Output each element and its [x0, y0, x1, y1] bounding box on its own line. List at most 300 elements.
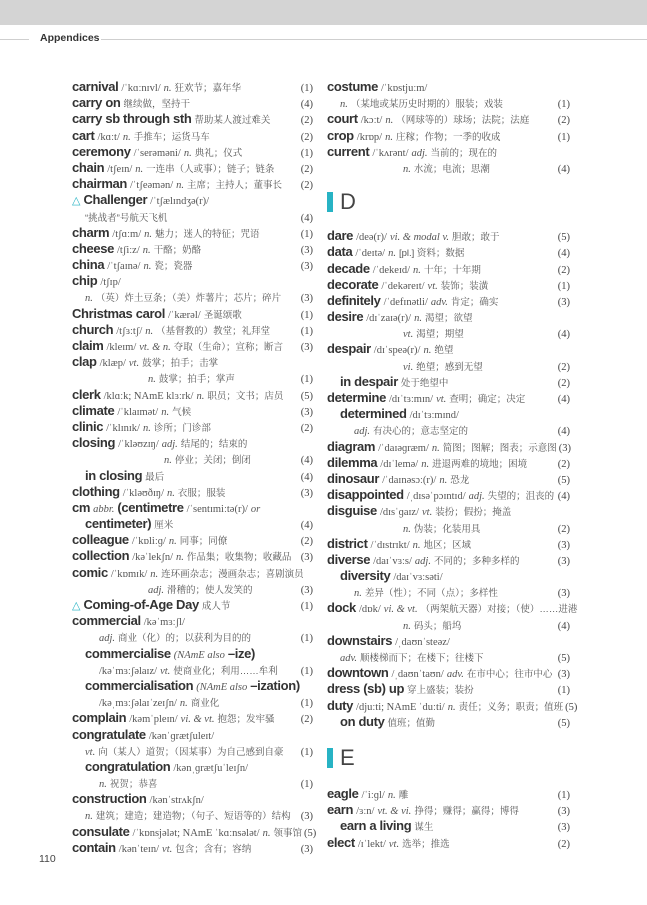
unit-number: (3)	[557, 539, 570, 551]
definition: 肯定；确实	[450, 296, 499, 308]
part-of-speech: n.	[135, 163, 144, 175]
definition: 庄稼；作物；一季的收成	[395, 131, 501, 143]
pronunciation: /ˈdekəreɪt/	[381, 280, 425, 292]
glossary-continuation	[72, 775, 313, 791]
definition: 绝望；感到无望	[416, 361, 483, 373]
glossary-subentry	[327, 374, 570, 390]
section-header-d	[327, 176, 570, 228]
pronunciation: /ˌdɪsəˈpɔɪntɪd/	[406, 491, 466, 503]
headword: clinic	[72, 418, 104, 434]
part-of-speech: n.	[447, 701, 456, 713]
glossary-entry	[72, 403, 313, 419]
headword: ceremony	[72, 143, 131, 159]
section-letter: E	[340, 744, 355, 770]
glossary-subentry	[327, 818, 570, 834]
pronunciation: /ˈkʌrənt/	[372, 147, 409, 159]
glossary-continuation	[327, 584, 570, 600]
entry-text	[72, 840, 299, 858]
pronunciation: /ˈklaɪmət/	[117, 406, 159, 418]
headword: dare	[327, 228, 354, 244]
glossary-entry	[327, 600, 578, 616]
glossary-continuation	[72, 209, 313, 225]
pronunciation: /dɪˈtɜːmɪnd/	[409, 410, 459, 422]
unit-number: (2)	[557, 377, 570, 389]
part-of-speech: vi. & vt.	[180, 714, 215, 726]
glossary-entry	[327, 439, 570, 455]
headword: disappointed	[327, 487, 404, 503]
definition: 同事；同僚	[179, 536, 228, 548]
part-of-speech: n.	[403, 163, 411, 175]
glossary-entry	[327, 261, 570, 277]
definition: 失望的；沮丧的	[487, 491, 555, 503]
glossary-entry	[72, 791, 313, 807]
definition: （英）炸土豆条；（美）炸薯片；芯片；碎片	[95, 293, 282, 305]
headword: carnival	[72, 79, 119, 94]
glossary-entry	[72, 257, 313, 273]
pronunciation: /kəˈmɜːʃl/	[143, 617, 185, 629]
glossary-entry	[327, 536, 570, 552]
definition: 干酪；奶酪	[153, 244, 202, 256]
pronunciation: /tʃeɪn/	[107, 163, 133, 175]
header-rule-left	[0, 39, 29, 40]
glossary-continuation	[327, 520, 570, 536]
unit-number: (5)	[565, 701, 578, 713]
glossary-entry	[72, 95, 313, 111]
glossary-continuation	[72, 451, 313, 467]
glossary-entry	[72, 710, 313, 726]
headword: in despair	[340, 373, 398, 389]
definition: 一连串（人或事）；链子；链条	[146, 163, 275, 175]
part-of-speech: vt.	[403, 329, 414, 341]
definition: 使商业化；利用……牟利	[173, 665, 278, 677]
unit-number: (2)	[557, 115, 570, 127]
definition: 码头；船坞	[413, 620, 462, 632]
part-of-speech: n.	[85, 811, 93, 823]
unit-number: (2)	[300, 131, 313, 143]
glossary-entry	[72, 225, 313, 241]
part-of-speech: n.	[161, 406, 170, 418]
definition: 领事馆	[273, 827, 302, 839]
headword: cm	[72, 499, 91, 515]
glossary-continuation	[72, 807, 313, 823]
pronunciation: /dɪˈlemə/	[380, 458, 419, 470]
definition: 滑稽的；使人发笑的	[167, 584, 253, 596]
glossary-entry	[327, 802, 570, 818]
definition: 处于绝望中	[400, 377, 449, 389]
pronunciation: /dɪˈspeə(r)/	[373, 345, 421, 357]
glossary-entry	[72, 484, 313, 500]
definition: 魅力；迷人的特征；咒语	[154, 228, 260, 240]
definition: 衣服；服装	[177, 487, 226, 499]
unit-number: (3)	[558, 442, 572, 454]
glossary-continuation	[72, 629, 313, 645]
unit-number: (1)	[557, 131, 570, 143]
unit-number: (4)	[300, 520, 313, 532]
unit-number: (1)	[557, 789, 570, 801]
pronunciation: /ˌdaʊnˈsteəz/	[395, 636, 450, 648]
glossary-entry	[327, 552, 570, 568]
unit-number: (3)	[300, 552, 313, 564]
glossary-entry	[72, 500, 313, 516]
definition: 选举；推选	[402, 838, 450, 850]
part-of-speech: adv.	[430, 296, 448, 308]
unit-number: (4)	[300, 212, 313, 224]
definition: 职员；文书；店员	[207, 390, 284, 402]
definition: 商业化	[190, 698, 220, 710]
part-of-speech: n.	[179, 698, 188, 710]
headword: data	[327, 244, 353, 260]
unit-number: (3)	[300, 487, 313, 499]
headword: district	[327, 535, 368, 551]
glossary-continuation	[327, 617, 570, 633]
glossary-entry	[327, 697, 578, 714]
headword: diverse	[327, 551, 371, 567]
unit-number: (2)	[300, 180, 313, 192]
headword: –ization)	[250, 677, 300, 693]
headword: congratulate	[72, 726, 146, 742]
part-of-speech: n.	[142, 244, 151, 256]
part-of-speech: n.	[385, 131, 393, 143]
glossary-entry	[72, 419, 313, 435]
definition: 谋生	[414, 822, 434, 834]
unit-number: (3)	[300, 342, 313, 353]
glossary-entry	[327, 455, 570, 471]
unit-number: (3)	[557, 296, 570, 308]
definition: 挣得；赚得；赢得；博得	[414, 806, 519, 818]
part-of-speech: n.	[423, 345, 432, 357]
unit-number: (5)	[557, 653, 570, 664]
unit-number: (4)	[557, 620, 570, 632]
part-of-speech: adj.	[148, 584, 165, 596]
headword: current	[327, 143, 370, 159]
unit-number: (2)	[300, 163, 313, 175]
part-of-speech: vt.	[427, 280, 438, 292]
unit-number: (5)	[557, 717, 570, 729]
unit-number: (1)	[300, 601, 313, 612]
unit-number: (4)	[557, 248, 570, 260]
part-of-speech: n.	[340, 99, 348, 111]
headword: comic	[72, 564, 108, 580]
glossary-entry	[327, 665, 570, 681]
glossary-entry	[327, 633, 570, 649]
definition: 继续做，坚持干	[123, 99, 191, 111]
definition: 地区；区域	[423, 539, 472, 551]
part-of-speech: vt.	[422, 507, 433, 519]
part-of-speech: (NAmE also	[173, 649, 225, 661]
unit-number: (3)	[557, 555, 570, 567]
glossary-subentry	[327, 406, 570, 422]
glossary-entry	[72, 823, 317, 840]
pronunciation: /ˈkɑːnɪvl/	[121, 83, 161, 94]
part-of-speech: n.	[431, 442, 440, 454]
pronunciation: /tʃɪp/	[100, 277, 121, 289]
part-of-speech: adj.	[99, 633, 116, 645]
glossary-entry	[327, 487, 570, 503]
unit-number: (3)	[300, 843, 313, 855]
definition: 简图；图解；图表；示意图	[442, 442, 557, 454]
headword: cheese	[72, 240, 114, 256]
part-of-speech: vi. & vt.	[383, 604, 418, 616]
pronunciation: /dɒk/	[358, 604, 381, 616]
glossary-entry	[327, 341, 570, 357]
definition: 向（某人）道贺；（因某事）为自己感到自豪	[98, 746, 284, 758]
definition: 不同的；多种多样的	[433, 555, 520, 567]
pronunciation: /kɔːt/	[360, 115, 383, 127]
headword: dress (sb) up	[327, 681, 405, 697]
unit-number: (1)	[300, 698, 313, 710]
glossary-continuation	[327, 95, 570, 111]
unit-number: (2)	[557, 361, 570, 373]
pronunciation: /ˈkɒstjuːm/	[381, 83, 428, 94]
glossary-entry	[72, 241, 313, 257]
part-of-speech: n.	[150, 568, 159, 580]
pronunciation: /kənˌɡrætʃuˈleɪʃn/	[173, 762, 249, 774]
part-of-speech: n.	[122, 131, 131, 143]
headword: costume	[327, 79, 379, 94]
headword: construction	[72, 791, 147, 807]
unit-number: (1)	[300, 325, 313, 337]
glossary-entry	[327, 681, 570, 697]
glossary-continuation	[327, 325, 570, 341]
part-of-speech: n.	[143, 261, 152, 273]
pronunciation: /ˈtʃaɪnə/	[107, 261, 141, 273]
unit-number: (3)	[300, 261, 313, 273]
glossary-subentry	[72, 759, 313, 775]
glossary-continuation	[72, 743, 313, 759]
headword: commercialise	[85, 645, 171, 661]
part-of-speech: n.	[421, 458, 430, 470]
headword: determine	[327, 390, 386, 405]
definition: 胆敢；敢于	[451, 232, 500, 244]
part-of-speech: vt.	[162, 843, 173, 855]
glossary-column-right	[327, 79, 578, 851]
definition: 装饰；装潢	[440, 280, 489, 292]
definition: 进退两难的境地；困境	[432, 458, 528, 470]
entry-text	[327, 160, 556, 178]
glossary-subentry	[327, 568, 570, 584]
pronunciation: /ˈiːɡl/	[361, 789, 385, 801]
part-of-speech: n.	[163, 83, 172, 94]
glossary-entry	[72, 273, 313, 289]
headword: contain	[72, 839, 116, 855]
pronunciation: /klɑːk; NAmE klɜːrk/	[103, 390, 194, 402]
pronunciation: /ˈkɒnsjələt; NAmE ˈkɑːnsələt/	[132, 827, 260, 839]
unit-number: (1)	[557, 280, 570, 292]
glossary-subentry	[327, 714, 570, 730]
glossary-column-left	[72, 79, 317, 856]
pronunciation: /ˈdaɪəɡræm/	[378, 442, 429, 454]
pronunciation: /ɪˈlekt/	[357, 838, 386, 850]
definition: 停业；关闭；倒闭	[174, 455, 251, 467]
glossary-continuation	[327, 422, 570, 438]
pronunciation: /tʃɑːm/	[112, 228, 142, 240]
pronunciation: /ˈdefɪnətli/	[383, 296, 428, 308]
pronunciation: /tʃɜːtʃ/	[116, 325, 143, 337]
glossary-entry	[72, 565, 313, 581]
definition: （某地或某历史时期的）服装；戏装	[350, 99, 503, 111]
definition: 祝贺；恭喜	[109, 779, 158, 791]
unit-number: (1)	[300, 309, 313, 321]
part-of-speech: adj.	[354, 426, 371, 438]
unit-number: (1)	[300, 228, 313, 240]
unit-number: (1)	[300, 374, 313, 386]
pronunciation: /kleɪm/	[106, 342, 137, 353]
glossary-continuation	[72, 694, 313, 710]
pronunciation: /kənˈteɪn/	[118, 843, 160, 855]
pronunciation: /ˈkləʊzɪŋ/	[118, 439, 159, 451]
pronunciation: /ˈtʃælɪndʒə(r)/	[150, 196, 210, 208]
triangle-icon: △	[72, 600, 81, 612]
definition: 典礼；仪式	[194, 147, 243, 159]
headword: complain	[72, 710, 127, 726]
definition: 成人节	[201, 601, 231, 612]
definition: 渴望；欲望	[424, 313, 473, 325]
part-of-speech: n.	[403, 523, 411, 535]
definition: 查明；确定；决定	[449, 394, 526, 405]
glossary-entry	[72, 435, 313, 451]
glossary-continuation	[327, 358, 570, 374]
headword: desire	[327, 309, 364, 325]
part-of-speech: n.	[354, 588, 362, 600]
unit-number: (4)	[557, 426, 570, 438]
part-of-speech: vt.	[436, 394, 447, 405]
headword: eagle	[327, 785, 359, 801]
part-of-speech: n.	[412, 539, 421, 551]
glossary-subentry	[72, 646, 313, 662]
headword: charm	[72, 224, 110, 240]
glossary-entry	[327, 277, 570, 293]
headword: chairman	[72, 176, 128, 192]
unit-number: (1)	[300, 746, 313, 758]
unit-number: (1)	[300, 779, 313, 791]
headword: in closing	[85, 467, 143, 483]
pronunciation: /kəˈlekʃn/	[132, 552, 174, 564]
definition: 圣诞颂歌	[203, 309, 242, 321]
definition: （网球等的）球场；法院；法庭	[396, 115, 530, 127]
headword: earn	[327, 802, 354, 818]
part-of-speech: n.	[176, 552, 184, 564]
definition: 包含；含有；容纳	[175, 843, 252, 855]
headword: church	[72, 321, 114, 337]
headword: dinosaur	[327, 470, 380, 486]
pronunciation: /ˈdekeɪd/	[372, 264, 411, 276]
glossary-entry	[72, 548, 313, 564]
headword: closing	[72, 435, 116, 451]
definition: 瓷；瓷器	[154, 261, 193, 273]
part-of-speech: n.	[168, 536, 177, 548]
section-header-e	[327, 730, 570, 786]
section-letter: D	[340, 189, 356, 215]
part-of-speech: adj.	[161, 439, 178, 451]
glossary-entry	[72, 79, 313, 95]
glossary-entry	[72, 354, 313, 370]
part-of-speech: vt. & vi.	[377, 806, 412, 818]
glossary-entry	[72, 192, 313, 208]
glossary-entry	[327, 835, 570, 851]
definition: 夺取（生命）；宣称；断言	[173, 342, 284, 353]
pronunciation: /ˈkləʊðɪŋ/	[122, 487, 165, 499]
unit-number: (5)	[303, 827, 317, 839]
glossary-continuation	[327, 160, 570, 176]
glossary-entry	[72, 532, 313, 548]
part-of-speech: abbr.	[93, 503, 115, 515]
headword: centimeter)	[85, 516, 152, 532]
headword: cart	[72, 127, 95, 143]
glossary-entry	[72, 613, 313, 629]
headword: congratulation	[85, 758, 171, 774]
headword: carry sb through sth	[72, 111, 192, 127]
headword: decade	[327, 260, 370, 276]
unit-number: (4)	[557, 163, 570, 175]
pronunciation: /dɪˈzaɪə(r)/	[366, 313, 412, 325]
definition: 抱怨；发牢骚	[217, 714, 275, 726]
pronunciation: /ˈkɒmɪk/	[110, 568, 148, 580]
part-of-speech: n.	[167, 487, 175, 499]
pronunciation: /ˈdaɪnəsɔː(r)/	[382, 474, 437, 486]
definition: 渴望；期望	[416, 329, 464, 341]
unit-number: (1)	[300, 147, 313, 159]
unit-number: (2)	[557, 264, 570, 276]
glossary-entry	[327, 128, 570, 144]
glossary-entry	[72, 840, 313, 856]
definition: 结尾的；结束的	[180, 439, 248, 451]
part-of-speech: vt. & n.	[139, 342, 171, 353]
headword: clap	[72, 354, 97, 370]
definition: 主席；主持人；董事长	[187, 180, 283, 192]
pronunciation: /kəmˈpleɪn/	[129, 714, 178, 726]
definition: 手推车；运货马车	[133, 131, 210, 143]
definition: 建筑；建造；建造物；（句子、短语等的）结构	[95, 811, 291, 823]
glossary-entry	[327, 390, 570, 406]
part-of-speech: adv.	[340, 653, 358, 664]
glossary-continuation	[72, 370, 313, 386]
pronunciation: /ɜːn/	[356, 806, 375, 818]
glossary-continuation	[327, 649, 570, 665]
glossary-entry	[72, 111, 313, 127]
pronunciation: /djuːti; NAmE ˈduːti/	[356, 701, 445, 713]
unit-number: (3)	[557, 669, 570, 681]
unit-number: (4)	[300, 99, 313, 111]
headword: commercial	[72, 613, 141, 629]
pronunciation: /klæp/	[99, 358, 126, 370]
glossary-entry	[327, 144, 570, 160]
unit-number: (2)	[300, 714, 313, 726]
part-of-speech: n.	[164, 455, 172, 467]
headword: diversity	[340, 568, 391, 584]
glossary-continuation	[72, 581, 313, 597]
unit-number: (3)	[557, 822, 570, 834]
headword: collection	[72, 548, 130, 564]
unit-number: (5)	[557, 474, 570, 486]
part-of-speech: vt.	[388, 838, 400, 850]
definition: 最后	[145, 471, 165, 483]
unit-number: (1)	[300, 665, 313, 677]
definition: 诊所；门诊部	[153, 422, 211, 434]
part-of-speech: n.	[142, 422, 151, 434]
headword: clothing	[72, 483, 120, 499]
part-of-speech: n.	[176, 180, 185, 192]
glossary-entry	[327, 503, 570, 519]
part-of-speech: n.	[385, 115, 394, 127]
pronunciation: /kənˈstrʌkʃn/	[149, 795, 204, 807]
section-marker	[327, 748, 333, 768]
glossary-entry	[72, 128, 313, 144]
headword: Coming-of-Age Day	[83, 597, 199, 612]
entry-text	[327, 835, 556, 853]
top-bar	[0, 0, 647, 25]
glossary-entry	[327, 471, 570, 487]
unit-number: (4)	[300, 455, 313, 467]
